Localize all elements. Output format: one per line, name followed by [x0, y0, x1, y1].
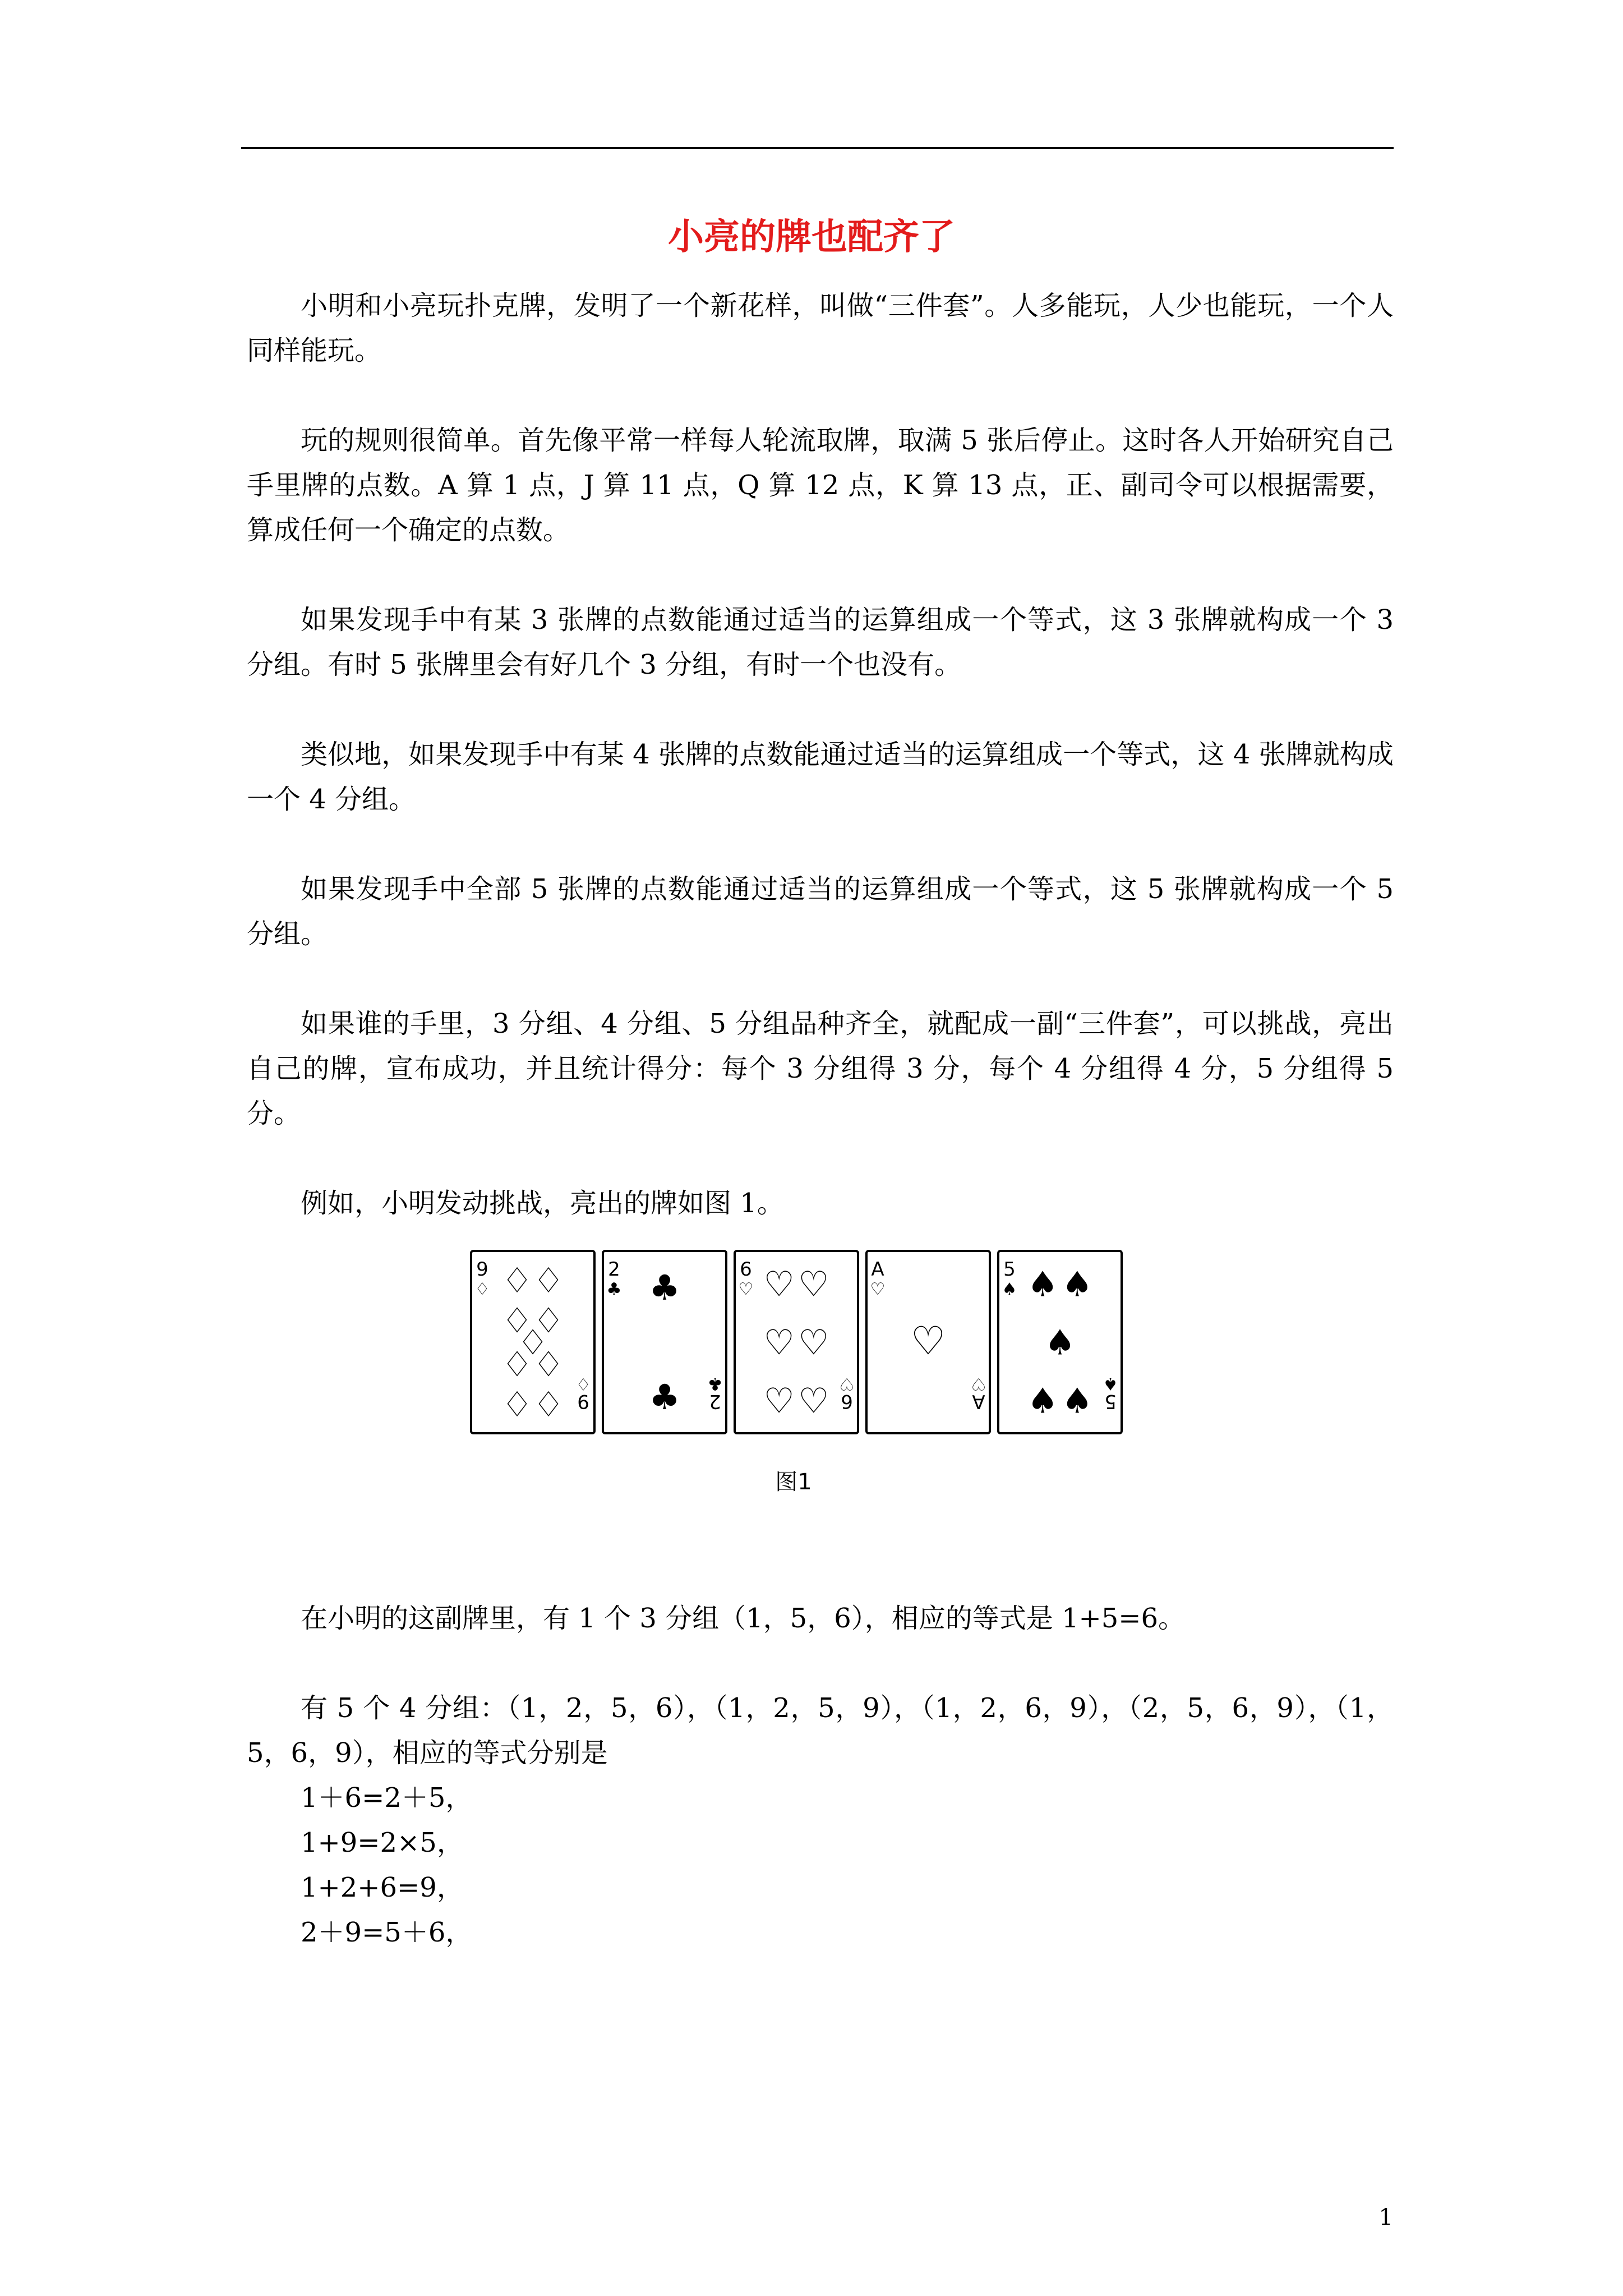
card-pip: ♢	[501, 1300, 533, 1341]
card-corner-suit: ♢	[575, 1374, 591, 1393]
card-pip: ♢	[517, 1322, 548, 1363]
card-ace-of-hearts	[866, 1251, 990, 1433]
paragraph: 例如，小明发动挑战，亮出的牌如图 1。	[301, 1188, 784, 1219]
paragraph: 玩的规则很简单。首先像平常一样每人轮流取牌，取满 5 张后停止。这时各人开始研究自己手里牌的点数。A 算 1 点，J 算 11 点，Q 算 12 点，K 算 13 点，正、副司令可以根据需要，算成任何一个确定的点数。	[247, 425, 1394, 546]
card-pip: ♣	[649, 1267, 680, 1308]
equation: 1+2+6=9，	[301, 1872, 464, 1903]
card-corner-rank: 6	[841, 1390, 853, 1412]
card-pip: ♢	[533, 1384, 564, 1425]
figure-1	[247, 1248, 1394, 1551]
card-corner-suit: ♣	[606, 1280, 622, 1299]
card-nine-of-diamonds	[471, 1251, 594, 1433]
paragraph: 在小明的这副牌里，有 1 个 3 分组（1，5，6），相应的等式是 1+5=6。	[301, 1603, 1186, 1634]
card-corner-rank: A	[871, 1258, 884, 1281]
card-pip: ♡	[763, 1263, 795, 1305]
card-two-of-clubs	[603, 1251, 726, 1433]
card-corner-suit: ♡	[738, 1280, 754, 1299]
paragraph: 如果发现手中全部 5 张牌的点数能通过适当的运算组成一个等式，这 5 张牌就构成一个 5 分组。	[247, 873, 1394, 950]
card-pip: ♢	[501, 1343, 533, 1385]
card-pip: ♡	[798, 1263, 829, 1305]
body-content	[247, 283, 1394, 1955]
card-corner-suit: ♡	[870, 1280, 886, 1299]
card-corner-rank: 2	[709, 1390, 721, 1412]
card-pip: ♠	[1027, 1380, 1058, 1421]
card-corner-rank: 9	[577, 1390, 589, 1412]
card-pip: ♡	[798, 1322, 829, 1363]
card-pip: ♢	[533, 1300, 564, 1341]
page-title: 小亮的牌也配齐了	[668, 217, 955, 258]
card-pip: ♢	[533, 1343, 564, 1385]
card-corner-suit: ♠	[1103, 1374, 1118, 1393]
card-pip: ♠	[1027, 1263, 1058, 1305]
playing-cards-figure	[468, 1248, 1141, 1450]
card-corner-rank: 2	[608, 1258, 620, 1281]
paragraph: 如果发现手中有某 3 张牌的点数能通过适当的运算组成一个等式，这 3 张牌就构成一个 3 分组。有时 5 张牌里会有好几个 3 分组，有时一个也没有。	[247, 604, 1394, 680]
paragraph: 类似地，如果发现手中有某 4 张牌的点数能通过适当的运算组成一个等式，这 4 张牌就构成一个 4 分组。	[247, 739, 1394, 815]
card-pip: ♢	[533, 1260, 564, 1301]
card-corner-suit: ♢	[474, 1280, 490, 1299]
paragraph: 小明和小亮玩扑克牌，发明了一个新花样，叫做“三件套”。人多能玩，人少也能玩，一个人同样能玩。	[247, 290, 1394, 366]
card-corner-rank: 9	[476, 1258, 488, 1281]
card-five-of-spades	[998, 1251, 1122, 1433]
card-corner-suit: ♡	[839, 1374, 855, 1393]
header-rule	[241, 147, 1394, 149]
card-corner-rank: 5	[1003, 1258, 1016, 1281]
paragraph: 有 5 个 4 分组：（1，2，5，6），（1，2，5，9），（1，2，6，9），（2，5，6，9），（1，5，6，9），相应的等式分别是	[247, 1692, 1394, 1769]
card-corner-rank: 6	[740, 1258, 752, 1281]
card-pip: ♡	[910, 1318, 946, 1364]
card-pip: ♡	[763, 1380, 795, 1421]
card-pip: ♣	[649, 1377, 680, 1418]
card-corner-suit: ♣	[707, 1374, 723, 1393]
card-corner-rank: A	[972, 1390, 985, 1412]
card-six-of-hearts	[735, 1251, 858, 1433]
page-number: 1	[1378, 2205, 1393, 2230]
card-pip: ♠	[1044, 1322, 1076, 1363]
card-pip: ♠	[1062, 1380, 1093, 1421]
equation: 2＋9=5＋6，	[301, 1917, 473, 1948]
card-corner-suit: ♡	[971, 1374, 986, 1393]
card-pip: ♡	[798, 1380, 829, 1421]
card-pip: ♡	[763, 1322, 795, 1363]
paragraph: 如果谁的手里，3 分组、4 分组、5 分组品种齐全，就配成一副“三件套”，可以挑战，亮出自己的牌，宣布成功，并且统计得分：每个 3 分组得 3 分，每个 4 分组得 4 分，5 分组得 5 分。	[247, 1008, 1394, 1129]
card-pip: ♢	[501, 1384, 533, 1425]
card-pip: ♠	[1062, 1263, 1093, 1305]
card-corner-rank: 5	[1104, 1390, 1117, 1412]
equation: 1+9=2×5，	[301, 1827, 464, 1858]
card-corner-suit: ♠	[1002, 1280, 1017, 1299]
card-pip: ♢	[501, 1260, 533, 1301]
equation: 1＋6=2＋5，	[301, 1782, 473, 1814]
figure-caption: 图1	[775, 1469, 812, 1495]
